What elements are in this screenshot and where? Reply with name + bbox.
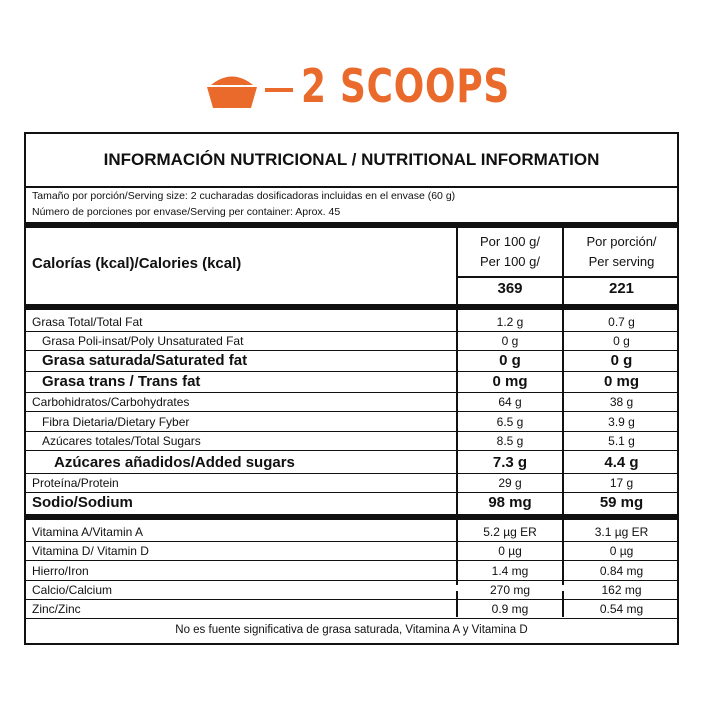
nutrient-serving: 3.9 g [608,415,635,429]
nutrient-label: Vitamina A/Vitamin A [32,525,143,539]
row-divider [26,473,677,474]
nutrient-per100: 7.3 g [492,454,528,471]
nutrient-serving: 59 mg [599,494,644,511]
nutrient-label: Grasa saturada/Saturated fat [42,352,248,369]
nutrient-serving: 4.4 g [604,454,639,471]
divider [458,276,679,278]
calories-per100: 369 [497,280,523,297]
row-divider [26,331,677,332]
nutrient-serving: 0 g [610,352,633,369]
thick-divider [26,304,677,310]
row-divider [26,492,677,493]
calories-label: Calorías (kcal)/Calories (kcal) [32,255,242,272]
nutrient-serving: 162 mg [601,583,642,597]
row-divider [26,580,677,581]
nutrient-per100: 0.9 mg [491,602,529,616]
thick-divider [26,222,677,228]
nutrient-label: Hierro/Iron [32,564,89,578]
dash-divider [265,88,293,92]
nutrient-serving: 0 g [613,334,630,348]
nutrient-per100: 64 g [498,395,522,409]
nutrient-label: Calcio/Calcium [32,583,113,597]
nutrient-serving: 38 g [609,395,634,409]
scoop-icon [205,68,259,112]
brand-logo-text: 2 SCOOPS [301,59,511,113]
nutrient-per100: 98 mg [488,494,532,511]
nutrient-label: Carbohidratos/Carbohydrates [32,395,190,409]
nutrient-per100: 270 mg [489,583,531,597]
nutrient-label: Zinc/Zinc [32,602,81,616]
nutrient-label: Azúcares añadidos/Added sugars [54,454,295,471]
nutrient-serving: 5.1 g [608,434,635,448]
col1-header-b: Per 100 g/ [480,254,540,269]
nutrient-per100: 6.5 g [496,415,524,429]
col1-header-a: Por 100 g/ [480,234,540,249]
col2-header-b: Per serving [588,254,655,269]
nutrient-label: Vitamina D/ Vitamin D [32,544,149,558]
nutrient-per100: 0 mg [492,373,528,390]
row-divider [26,618,677,619]
nutrient-label: Grasa trans / Trans fat [42,373,201,390]
row-divider [26,599,677,600]
nutrient-label: Proteína/Protein [32,476,119,490]
nutrition-panel [24,132,679,645]
divider [26,186,677,188]
row-divider [26,371,677,372]
row-divider [26,431,677,432]
row-divider [26,350,677,351]
nutrient-per100: 0 µg [498,544,522,558]
nutrient-per100: 1.2 g [496,315,524,329]
nutrient-per100: 1.4 mg [491,564,529,578]
nutrient-serving: 17 g [609,476,634,490]
footnote: No es fuente significativa de grasa saturada, Vitamina A y Vitamina D [175,624,528,636]
nutrient-label: Grasa Total/Total Fat [32,315,143,329]
row-divider [26,541,677,542]
serving-size: Tamaño por porción/Serving size: 2 cucharadas dosificadoras incluidas en el envase (60 g) [32,190,456,202]
nutrient-per100: 8.5 g [496,434,524,448]
row-divider [26,392,677,393]
thick-divider [26,514,677,520]
servings-per-container: Número de porciones por envase/Serving per container: Aprox. 45 [32,206,341,218]
nutrient-per100: 5.2 µg ER [483,525,537,539]
nutrient-serving: 0 µg [609,544,634,558]
nutrient-per100: 0 g [499,352,521,369]
col2-header-a: Por porción/ [586,234,657,249]
nutrient-label: Fibra Dietaria/Dietary Fyber [42,415,190,429]
nutrient-label: Azúcares totales/Total Sugars [42,434,201,448]
brand-header [205,59,511,122]
nutrient-serving: 0.54 mg [599,602,644,616]
panel-title: INFORMACIÓN NUTRICIONAL / NUTRITIONAL INFORMATION [103,150,600,169]
row-divider [26,450,677,451]
nutrient-serving: 0 mg [603,373,639,390]
nutrient-label: Grasa Poli-insat/Poly Unsaturated Fat [42,334,244,348]
nutrient-per100: 29 g [498,476,522,490]
nutrient-per100: 0 g [501,334,519,348]
nutrient-serving: 0.7 g [608,315,635,329]
nutrient-serving: 0.84 mg [599,564,644,578]
row-divider [26,560,677,561]
calories-serving: 221 [608,280,635,297]
nutrient-label: Sodio/Sodium [32,494,133,511]
row-divider [26,411,677,412]
nutrient-serving: 3.1 µg ER [594,525,649,539]
